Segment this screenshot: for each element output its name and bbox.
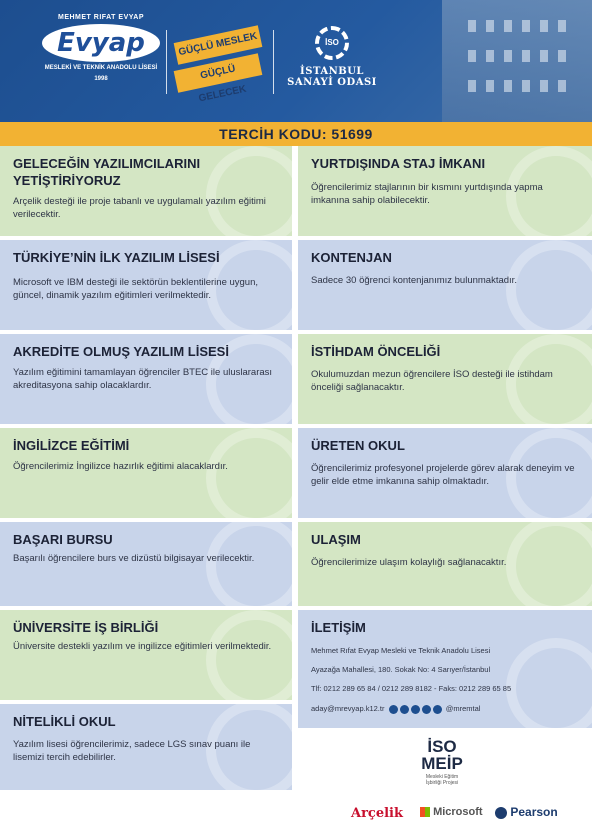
founding-year: 1998 xyxy=(94,76,108,82)
panel-text: Öğrencilerimiz stajlarının bir kısmını yurtdışında yapma imkanına sahip olabilecektir. xyxy=(311,182,543,206)
panel-text: Arçelik desteği ile proje tabanlı ve uygulamalı yazılım eğitimi verilecektir. xyxy=(13,196,266,220)
panel-title: YURTDIŞINDA STAJ İMKANI xyxy=(311,156,486,171)
panel-title: ÜNİVERSİTE İŞ BİRLİĞİ xyxy=(13,620,159,635)
building-window xyxy=(468,20,476,32)
isomeip-sub-2: İşbirliği Projesi xyxy=(425,780,459,786)
panel-title: BAŞARI BURSU xyxy=(13,532,113,547)
school-logo xyxy=(40,14,162,82)
building-window xyxy=(486,20,494,32)
school-name-top: MEHMET RIFAT EVYAP xyxy=(57,14,144,21)
building-window xyxy=(486,80,494,92)
panel-title: AKREDİTE OLMUŞ YAZILIM LİSESİ xyxy=(13,344,229,359)
preference-code-banner: TERCİH KODU: 51699 xyxy=(0,122,592,146)
building-window xyxy=(558,80,566,92)
info-panel xyxy=(298,522,592,606)
school-name-sub: MESLEKİ VE TEKNİK ANADOLU LİSESİ xyxy=(44,65,158,71)
panel-text: Okulumuzdan mezun öğrencilere İSO desteği ile istihdam önceliği sağlanacaktır. xyxy=(311,369,553,393)
contact-phones: Tlf: 0212 289 65 84 / 0212 289 8182 - Faks: 0212 289 65 85 xyxy=(311,684,512,693)
building-window xyxy=(486,50,494,62)
building-window xyxy=(504,50,512,62)
panel-text: Sadece 30 öğrenci kontenjanımız bulunmaktadır. xyxy=(311,275,517,286)
info-panel xyxy=(0,240,292,330)
brand-name: Evyap xyxy=(57,28,145,58)
pearson-name: Pearson xyxy=(510,805,558,819)
panel-title: GELECEĞİN YAZILIMCILARINI YETİŞTİRİYORUZ xyxy=(13,156,201,188)
slogan-badge xyxy=(175,22,261,105)
info-panel xyxy=(298,146,592,236)
info-panel xyxy=(0,704,292,790)
iso-name-line-1: İSTANBUL xyxy=(300,66,364,77)
iso-logo xyxy=(284,26,380,88)
isomeip-sub-1: Mesleki Eğitim xyxy=(425,774,459,780)
contact-panel xyxy=(298,610,592,728)
panel-text: Öğrencilerimiz profesyonel projelerde görev alarak deneyim ve gelir elde etme imkanına sahip olmaktadır. xyxy=(311,463,575,487)
building-window xyxy=(540,80,548,92)
contact-email-row xyxy=(311,704,582,714)
info-panel xyxy=(298,240,592,330)
iso-mark: İSO xyxy=(325,38,339,47)
building-window xyxy=(504,20,512,32)
info-panel xyxy=(0,334,292,424)
linkedin-icon[interactable] xyxy=(433,705,442,714)
contact-email[interactable]: aday@mrevyap.k12.tr xyxy=(311,704,385,713)
arcelik-logo: Arçelik xyxy=(351,806,404,821)
brand-oval xyxy=(42,24,160,62)
panel-text: Üniversite destekli yazılım ve ingilizce eğitimleri verilmektedir. xyxy=(13,641,272,652)
pearson-p-icon xyxy=(495,807,507,819)
microsoft-squares-icon xyxy=(420,807,430,817)
iso-name-line-2: SANAYİ ODASI xyxy=(287,77,377,88)
panel-title: İSTİHDAM ÖNCELİĞİ xyxy=(311,344,441,359)
isomeip-mark: İSO MEİP xyxy=(421,737,463,773)
facebook-icon[interactable] xyxy=(389,705,398,714)
microsoft-logo xyxy=(420,806,483,818)
building-window xyxy=(540,50,548,62)
youtube-icon[interactable] xyxy=(411,705,420,714)
panel-text: Başarılı öğrencilere burs ve dizüstü bilgisayar verilecektir. xyxy=(13,553,255,564)
social-handle: @mremtal xyxy=(445,704,481,713)
building-window xyxy=(558,50,566,62)
pearson-logo xyxy=(495,805,558,819)
instagram-icon[interactable] xyxy=(422,705,431,714)
isomeip-logo xyxy=(412,738,472,786)
header-banner xyxy=(0,0,592,122)
contact-address: Ayazağa Mahallesi, 180. Sokak No: 4 Sarıyer/İstanbul xyxy=(311,665,491,674)
panel-title: ULAŞIM xyxy=(311,532,361,547)
twitter-icon[interactable] xyxy=(400,705,409,714)
building-window xyxy=(522,20,530,32)
panel-text: Öğrencilerimiz İngilizce hazırlık eğitimi alacaklardır. xyxy=(13,461,228,472)
info-panel xyxy=(0,146,292,236)
panel-title: İNGİLİZCE EĞİTİMİ xyxy=(13,438,130,453)
panel-text: Yazılım eğitimini tamamlayan öğrenciler BTEC ile uluslararası akreditasyona sahip olacaklardır. xyxy=(13,367,273,391)
building-window xyxy=(540,20,548,32)
panel-title: ÜRETEN OKUL xyxy=(311,438,405,453)
panel-title: NİTELİKLİ OKUL xyxy=(13,714,116,729)
panel-text: Yazılım lisesi öğrencilerimiz, sadece LGS sınav puanı ile lisemizi tercih edebilirler. xyxy=(13,739,251,763)
info-panel xyxy=(0,428,292,518)
contact-title: İLETİŞİM xyxy=(311,620,366,635)
microsoft-name: Microsoft xyxy=(433,806,483,818)
info-panel xyxy=(298,428,592,518)
panel-text: Öğrencilerimize ulaşım kolaylığı sağlanacaktır. xyxy=(311,557,507,568)
contact-school: Mehmet Rıfat Evyap Mesleki ve Teknik Anadolu Lisesi xyxy=(311,646,491,655)
building-window xyxy=(468,80,476,92)
building-window xyxy=(504,80,512,92)
slogan-line-2: GÜÇLÜ GELECEK xyxy=(174,53,263,92)
header-divider xyxy=(166,30,167,94)
gear-icon xyxy=(315,26,349,60)
info-panel xyxy=(298,334,592,424)
panel-title: TÜRKİYE’NİN İLK YAZILIM LİSESİ xyxy=(13,250,220,265)
building-window xyxy=(468,50,476,62)
panel-text: Microsoft ve IBM desteği ile sektörün beklentilerine uygun, güncel, dinamik yazılım eğitimleri verilmektedir. xyxy=(13,277,259,301)
building-window xyxy=(522,50,530,62)
building-window xyxy=(522,80,530,92)
building-window xyxy=(558,20,566,32)
panel-title: KONTENJAN xyxy=(311,250,392,265)
info-panel xyxy=(0,522,292,606)
info-panel xyxy=(0,610,292,700)
header-divider xyxy=(273,30,274,94)
school-building-photo xyxy=(442,0,592,122)
slogan-line-1: GÜÇLÜ MESLEK xyxy=(174,25,263,64)
